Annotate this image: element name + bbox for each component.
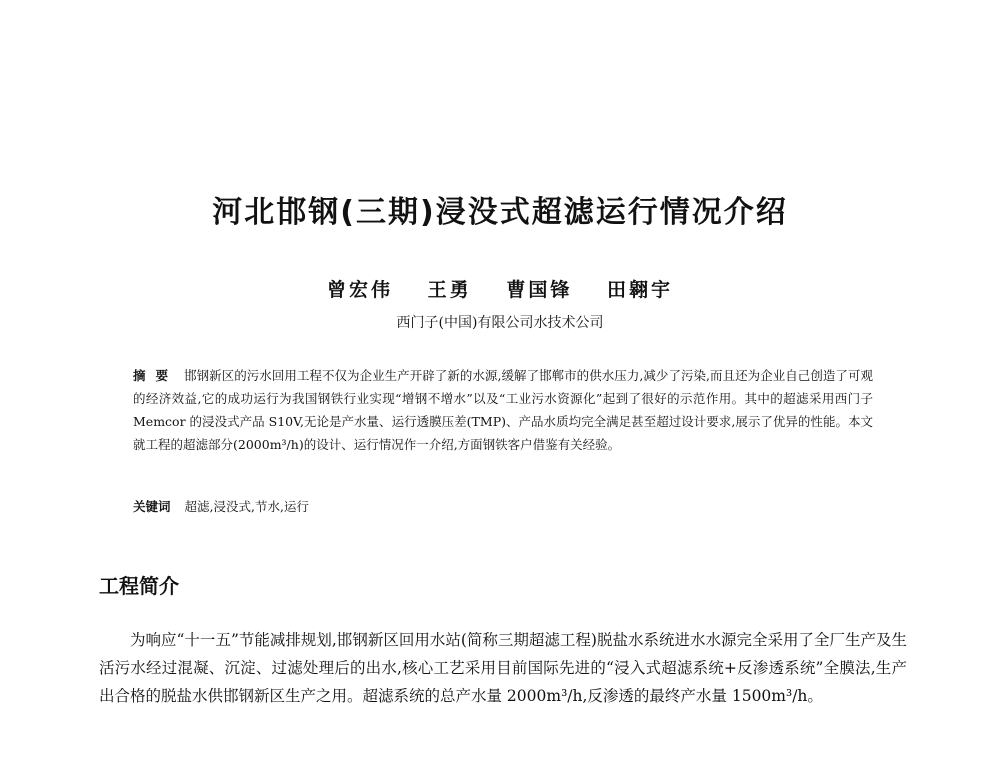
- author-name: 曾宏伟: [327, 279, 394, 301]
- author-affiliation: 西门子(中国)有限公司水技术公司: [396, 315, 604, 331]
- author-name: 曹国锋: [506, 279, 573, 301]
- section-paragraph: 为响应“十一五”节能减排规划,邯钢新区回用水站(简称三期超滤工程)脱盐水系统进水水源完全采用了全厂生产及生活污水经过混凝、沉淀、过滤处理后的出水,核心工艺采用目前国际先进的“浸入式超滤系统+反渗透系统”全膜法,生产出合格的脱盐水供邯钢新区生产之用。超滤系统的总产水量 2000m³/h,反渗透的最终产水量 1500m³/h。: [99, 631, 907, 705]
- keywords-label: 关键词: [133, 499, 171, 514]
- abstract-text: 邯钢新区的污水回用工程不仅为企业生产开辟了新的水源,缓解了邯郸市的供水压力,减少了污染,而且还为企业自己创造了可观的经济效益,它的成功运行为我国钢铁行业实现“增钢不增水”以及“工业污水资源化”起到了很好的示范作用。其中的超滤采用西门子 Memcor 的浸没式产品 S10V,无论是产水量、运行透膜压差(TMP)、产品水质均完全满足甚至超过设计要求,展示了优异的性能。本文就工程的超滤部分(2000m³/h)的设计、运行情况作一介绍,方面钢铁客户借鉴有关经验。: [133, 368, 873, 452]
- keywords: [133, 496, 873, 518]
- paper-title: 河北邯钢(三期)浸没式超滤运行情况介绍: [212, 195, 788, 230]
- section-heading: 工程简介: [99, 574, 179, 598]
- keywords-text: 超滤,浸没式,节水,运行: [184, 499, 309, 514]
- author-list: [0, 277, 1000, 303]
- abstract: [133, 364, 873, 456]
- author-name: 田翱宇: [606, 279, 673, 301]
- abstract-label: 摘要: [133, 368, 179, 383]
- author-name: 王勇: [427, 279, 472, 301]
